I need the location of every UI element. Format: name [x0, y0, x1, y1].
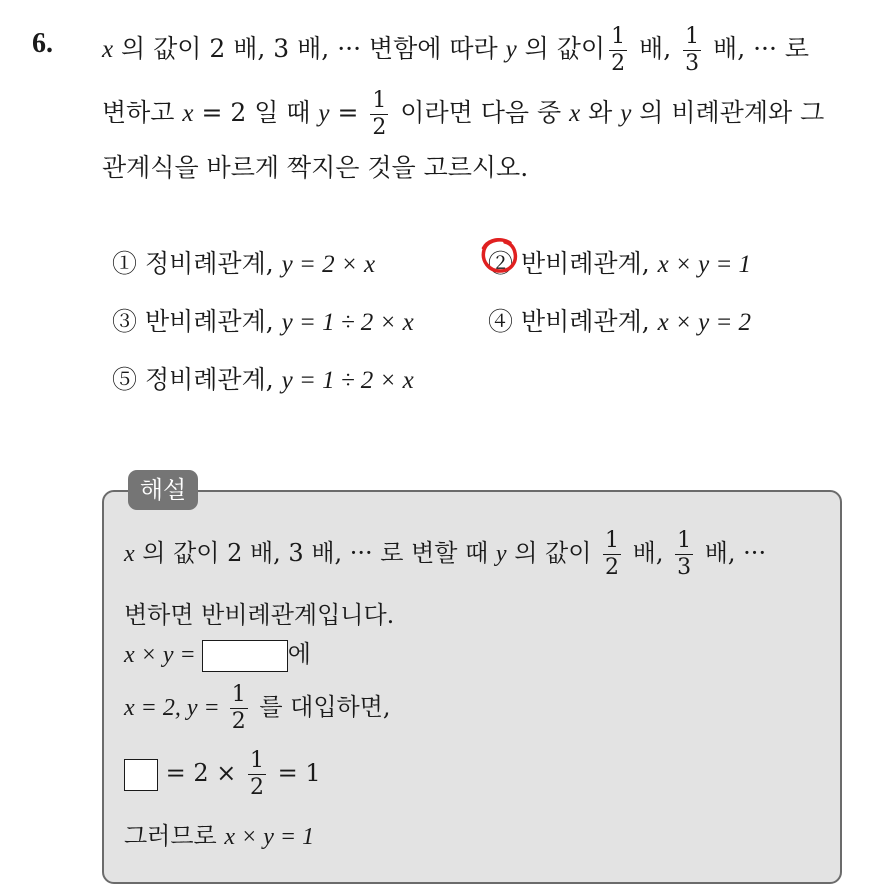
question-line-3: 관계식을 바르게 짝지은 것을 고르시오.	[102, 153, 529, 182]
explanation-line-6: 그러므로 x × y = 1	[124, 822, 315, 850]
fraction-one-half: $\frac{1}{2}$	[605, 528, 620, 580]
fraction-one-third: $\frac{1}{3}$	[685, 24, 700, 76]
fraction-one-half: $\frac{1}{2}$	[250, 748, 265, 800]
option-5[interactable]: ⑤ 정비례관계, y = 1 ÷ 2 × x	[112, 365, 414, 394]
option-4[interactable]: ④ 반비례관계, x × y = 2	[488, 307, 752, 336]
blank-box	[124, 759, 158, 791]
option-2[interactable]: ② 반비례관계, x × y = 1	[488, 249, 752, 278]
option-1[interactable]: ① 정비례관계, y = 2 × x	[112, 249, 376, 278]
explanation-tag: 해설	[128, 470, 198, 510]
explanation-line-3: x × y = 에	[124, 634, 311, 672]
explanation-line-4: x = 2, y = $\frac{1}{2}$ 를 대입하면,	[124, 682, 391, 734]
fraction-one-half: $\frac{1}{2}$	[611, 24, 626, 76]
answer-circle-mark	[479, 236, 521, 276]
blank-box	[202, 640, 288, 672]
fraction-one-half: $\frac{1}{2}$	[231, 682, 246, 734]
fraction-one-half: $\frac{1}{2}$	[372, 88, 387, 140]
explanation-line-1: x 의 값이 2 배, 3 배, ··· 로 변할 때 y 의 값이 $\frac{1}{2}$ 배, $\frac{1}{3}$ 배, ···	[124, 528, 767, 580]
explanation-line-2: 변하면 반비례관계입니다.	[124, 601, 395, 629]
question-line-1: x 의 값이 2 배, 3 배, ··· 변함에 따라 y 의 값이 $\frac{1}{2}$ 배, $\frac{1}{3}$ 배, ··· 로	[102, 24, 810, 76]
question-number: 6.	[32, 28, 53, 59]
explanation-line-5: = 2 × $\frac{1}{2}$ = 1	[124, 750, 321, 799]
fraction-one-third: $\frac{1}{3}$	[677, 528, 692, 580]
question-line-2: 변하고 x = 2 일 때 y = $\frac{1}{2}$ 이라면 다음 중 x 와 y 의 비례관계와 그	[102, 88, 825, 140]
option-3[interactable]: ③ 반비례관계, y = 1 ÷ 2 × x	[112, 307, 414, 336]
